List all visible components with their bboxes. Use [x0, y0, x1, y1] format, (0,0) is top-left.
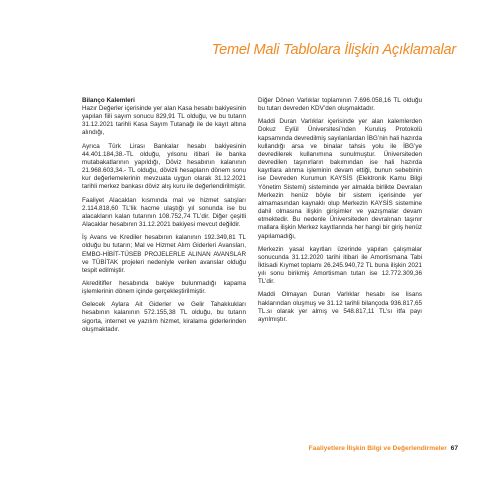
left-column — [82, 97, 246, 339]
paragraph-maddi-olmayan: Maddi Olmayan Duran Varlıklar hesabı ise lisans haklarından oluşmuş ve 31.12 tarihli bilançoda 936.817,65 TL.sı olarak yer almış ve 548.817,11 TL’sı itfa payı ayrılmıştır. — [258, 291, 422, 323]
paragraph-akreditifler: Akreditifler hesabında bakiye bulunmadığı kapama işlemlerinin dönem içinde gerçekleştirilmiştir. — [82, 279, 246, 296]
right-column — [258, 97, 422, 329]
paragraph-kasa: Hazır Değerler içerisinde yer alan Kasa hesabı bakiyesinin yapılan fiili sayım sonucu 829,91 TL olduğu, ve bu tutarın 31.12.2021 tarihli Kasa Sayım Tutanağı ile de kayıt altına alındığı, — [82, 105, 246, 137]
section-title: Temel Mali Tablolara İlişkin Açıklamalar — [211, 42, 456, 58]
page-footer — [309, 445, 458, 452]
footer-section-label: Faaliyetlere İlişkin Bilgi ve Değerlendirmeler — [308, 445, 447, 452]
paragraph-faaliyet-alacaklari: Faaliyet Alacakları kısmında mal ve hizmet satışları 2.114.818,60 TL’lik hacme ulaştığı yıl sonunda ise bu alacakların kalan tutarının 108.752,74 TL’dir. Diğer çeşitli Alacaklar hesabının 31.12.2021 bakiyesi mevcut değildir. — [82, 196, 246, 229]
section-heading: Bilanço Kalemleri — [82, 97, 135, 104]
paragraph-diger-donen: Diğer Dönen Varlıklar toplamının 7.696.058,16 TL olduğu bu tutarı devreden KDV’den oluşmaktadır. — [258, 97, 422, 113]
paragraph-maddi-duran: Maddi Duran Varlıklar içerisinde yer alan kalemlerden Dokuz Eylül Üniversitesi’nden Kuruluş Protokolü kapsamında devredilmiş sayılanlardan İBG’nin hali hazırda kullandığı arsa ve binalar tahsis yolu ile İBG’ye devredilerek kullanımına sunulmuştur. Üniversiteden devredilen taşınırların bakımından ise hali hazırda kayıtlara alınma işleminin devam ettiği, bunun sebebinin ise Devreden Kurumun KAYSİS (Elektronik Kamu Bilgi Yönetim Sistemi) sisteminde yer almakla birlikte Devralan Merkezin henüz böyle bir sistem içerisinde yer almamasından kaynaklı olup Merkezin KAYSİS sistemine dahil olmasına ilişkin girişimler ve yazışmalar devam etmektedir. Bu nedenle Üniversiteden devralınan taşınır mallara ilişkin Merkez kayıtlarında her hangi bir giriş henüz yapılamadığı, — [258, 118, 422, 240]
paragraph-gelecek-aylar: Gelecek Aylara Ait Giderler ve Gelir Tahakkukları hesabının kalanının 572.155,38 TL olduğu, bu tutarın sigorta, internet ve yazılım hizmet, kiralama giderlerinden oluşmaktadır. — [82, 301, 246, 333]
paragraph-amortisman: Merkezin yasal kayıtları üzerinde yapılan çalışmalar sonucunda 31.12.2020 tarihi itibari ile Amortismana Tabi İktisadi Kıymet toplamı 26.245.940,72 TL buna ilişkin 2021 yılı sonu birikmiş Amortisman tutarı ise 12.772.309,36 TL’dir. — [258, 245, 422, 286]
paragraph-is-avans: İş Avans ve Krediler hesabının kalanının 192.349,81 TL olduğu bu tutarın; Mal ve Hizmet Alım Giderleri Avansları, EMBO-HİBİT-TÜSEB PROJELERLE ALINAN AVANSLAR ve TÜBİTAK projeleri nedeniyle verilen avanslar olduğu tespit edilmiştir. — [82, 234, 246, 274]
page-number: 67 — [450, 445, 458, 452]
paragraph-bankalar: Ayrıca Türk Lirası Bankalar hesabı bakiyesinin 44.401.184,38.-TL olduğu, yılsonu itibari ile banka mutabakatlarının yapıldığı, Döviz hesabının kalanının 21.968.603,34.- TL olduğu, dövizli hesapların dönem sonu kur değerlemelerinin mevzuata uygun olarak 31.12.2021 tarihli merkez bankası döviz alış kuru ile değerlendirilmiştir. — [82, 142, 246, 191]
